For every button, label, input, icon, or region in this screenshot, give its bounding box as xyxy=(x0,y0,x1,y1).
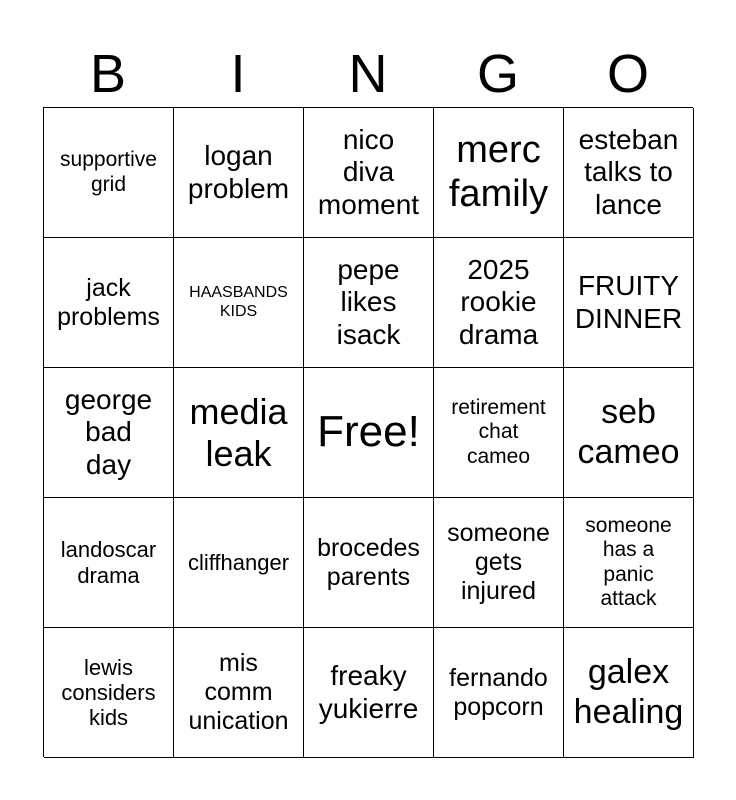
bingo-cell[interactable] xyxy=(44,238,174,368)
bingo-cell[interactable] xyxy=(174,108,304,238)
cell-text: HAASBANDS KIDS xyxy=(189,284,288,320)
bingo-cell[interactable] xyxy=(434,238,564,368)
bingo-cell[interactable] xyxy=(564,628,694,758)
bingo-cell[interactable] xyxy=(174,628,304,758)
bingo-cell[interactable] xyxy=(304,238,434,368)
bingo-cell[interactable] xyxy=(174,498,304,628)
header-letter-o: O xyxy=(606,44,649,104)
bingo-cell[interactable] xyxy=(44,628,174,758)
cell-text: brocedes parents xyxy=(317,533,420,591)
free-space-cell[interactable] xyxy=(304,368,434,498)
bingo-cell[interactable] xyxy=(174,368,304,498)
free-space-text: Free! xyxy=(317,407,420,457)
bingo-cell[interactable] xyxy=(564,498,694,628)
bingo-cell[interactable] xyxy=(44,368,174,498)
cell-text: retirement chat cameo xyxy=(451,396,546,468)
bingo-header xyxy=(43,40,693,108)
cell-text: cliffhanger xyxy=(187,549,290,575)
bingo-cell[interactable] xyxy=(304,628,434,758)
bingo-cell[interactable] xyxy=(304,108,434,238)
bingo-cell[interactable] xyxy=(434,368,564,498)
cell-text: landoscar drama xyxy=(60,537,157,588)
header-letter-i: I xyxy=(230,44,246,104)
bingo-cell[interactable] xyxy=(564,368,694,498)
cell-text: merc family xyxy=(448,128,549,215)
cell-text: FRUITY DINNER xyxy=(574,270,683,334)
cell-text: lewis considers kids xyxy=(61,654,156,731)
cell-text: esteban talks to lance xyxy=(578,124,679,220)
cell-text: nico diva moment xyxy=(317,124,420,220)
cell-text: galex healing xyxy=(573,653,684,731)
bingo-cell[interactable] xyxy=(434,628,564,758)
bingo-cell[interactable] xyxy=(174,238,304,368)
bingo-cell[interactable] xyxy=(564,238,694,368)
header-letter-n: N xyxy=(348,44,388,104)
cell-text: supportive grid xyxy=(60,148,157,196)
cell-text: jack problems xyxy=(57,273,160,331)
cell-text: fernando popcorn xyxy=(449,663,548,721)
bingo-board xyxy=(43,107,693,757)
cell-text: someone gets injured xyxy=(447,519,550,605)
cell-text: mis comm unication xyxy=(188,649,289,735)
bingo-cell[interactable] xyxy=(434,498,564,628)
cell-text: someone has a panic attack xyxy=(585,514,672,610)
cell-text: pepe likes isack xyxy=(336,254,401,350)
bingo-cell[interactable] xyxy=(44,498,174,628)
bingo-cell[interactable] xyxy=(44,108,174,238)
bingo-cell[interactable] xyxy=(434,108,564,238)
cell-text: seb cameo xyxy=(577,393,680,471)
header-letter-g: G xyxy=(476,44,519,104)
cell-text: media leak xyxy=(189,391,288,474)
header-letter-b: B xyxy=(89,44,127,104)
cell-text: logan problem xyxy=(187,140,290,204)
bingo-cell[interactable] xyxy=(564,108,694,238)
bingo-cell[interactable] xyxy=(304,498,434,628)
cell-text: 2025 rookie drama xyxy=(458,254,539,350)
cell-text: freaky yukierre xyxy=(318,660,419,724)
cell-text: george bad day xyxy=(64,384,153,480)
